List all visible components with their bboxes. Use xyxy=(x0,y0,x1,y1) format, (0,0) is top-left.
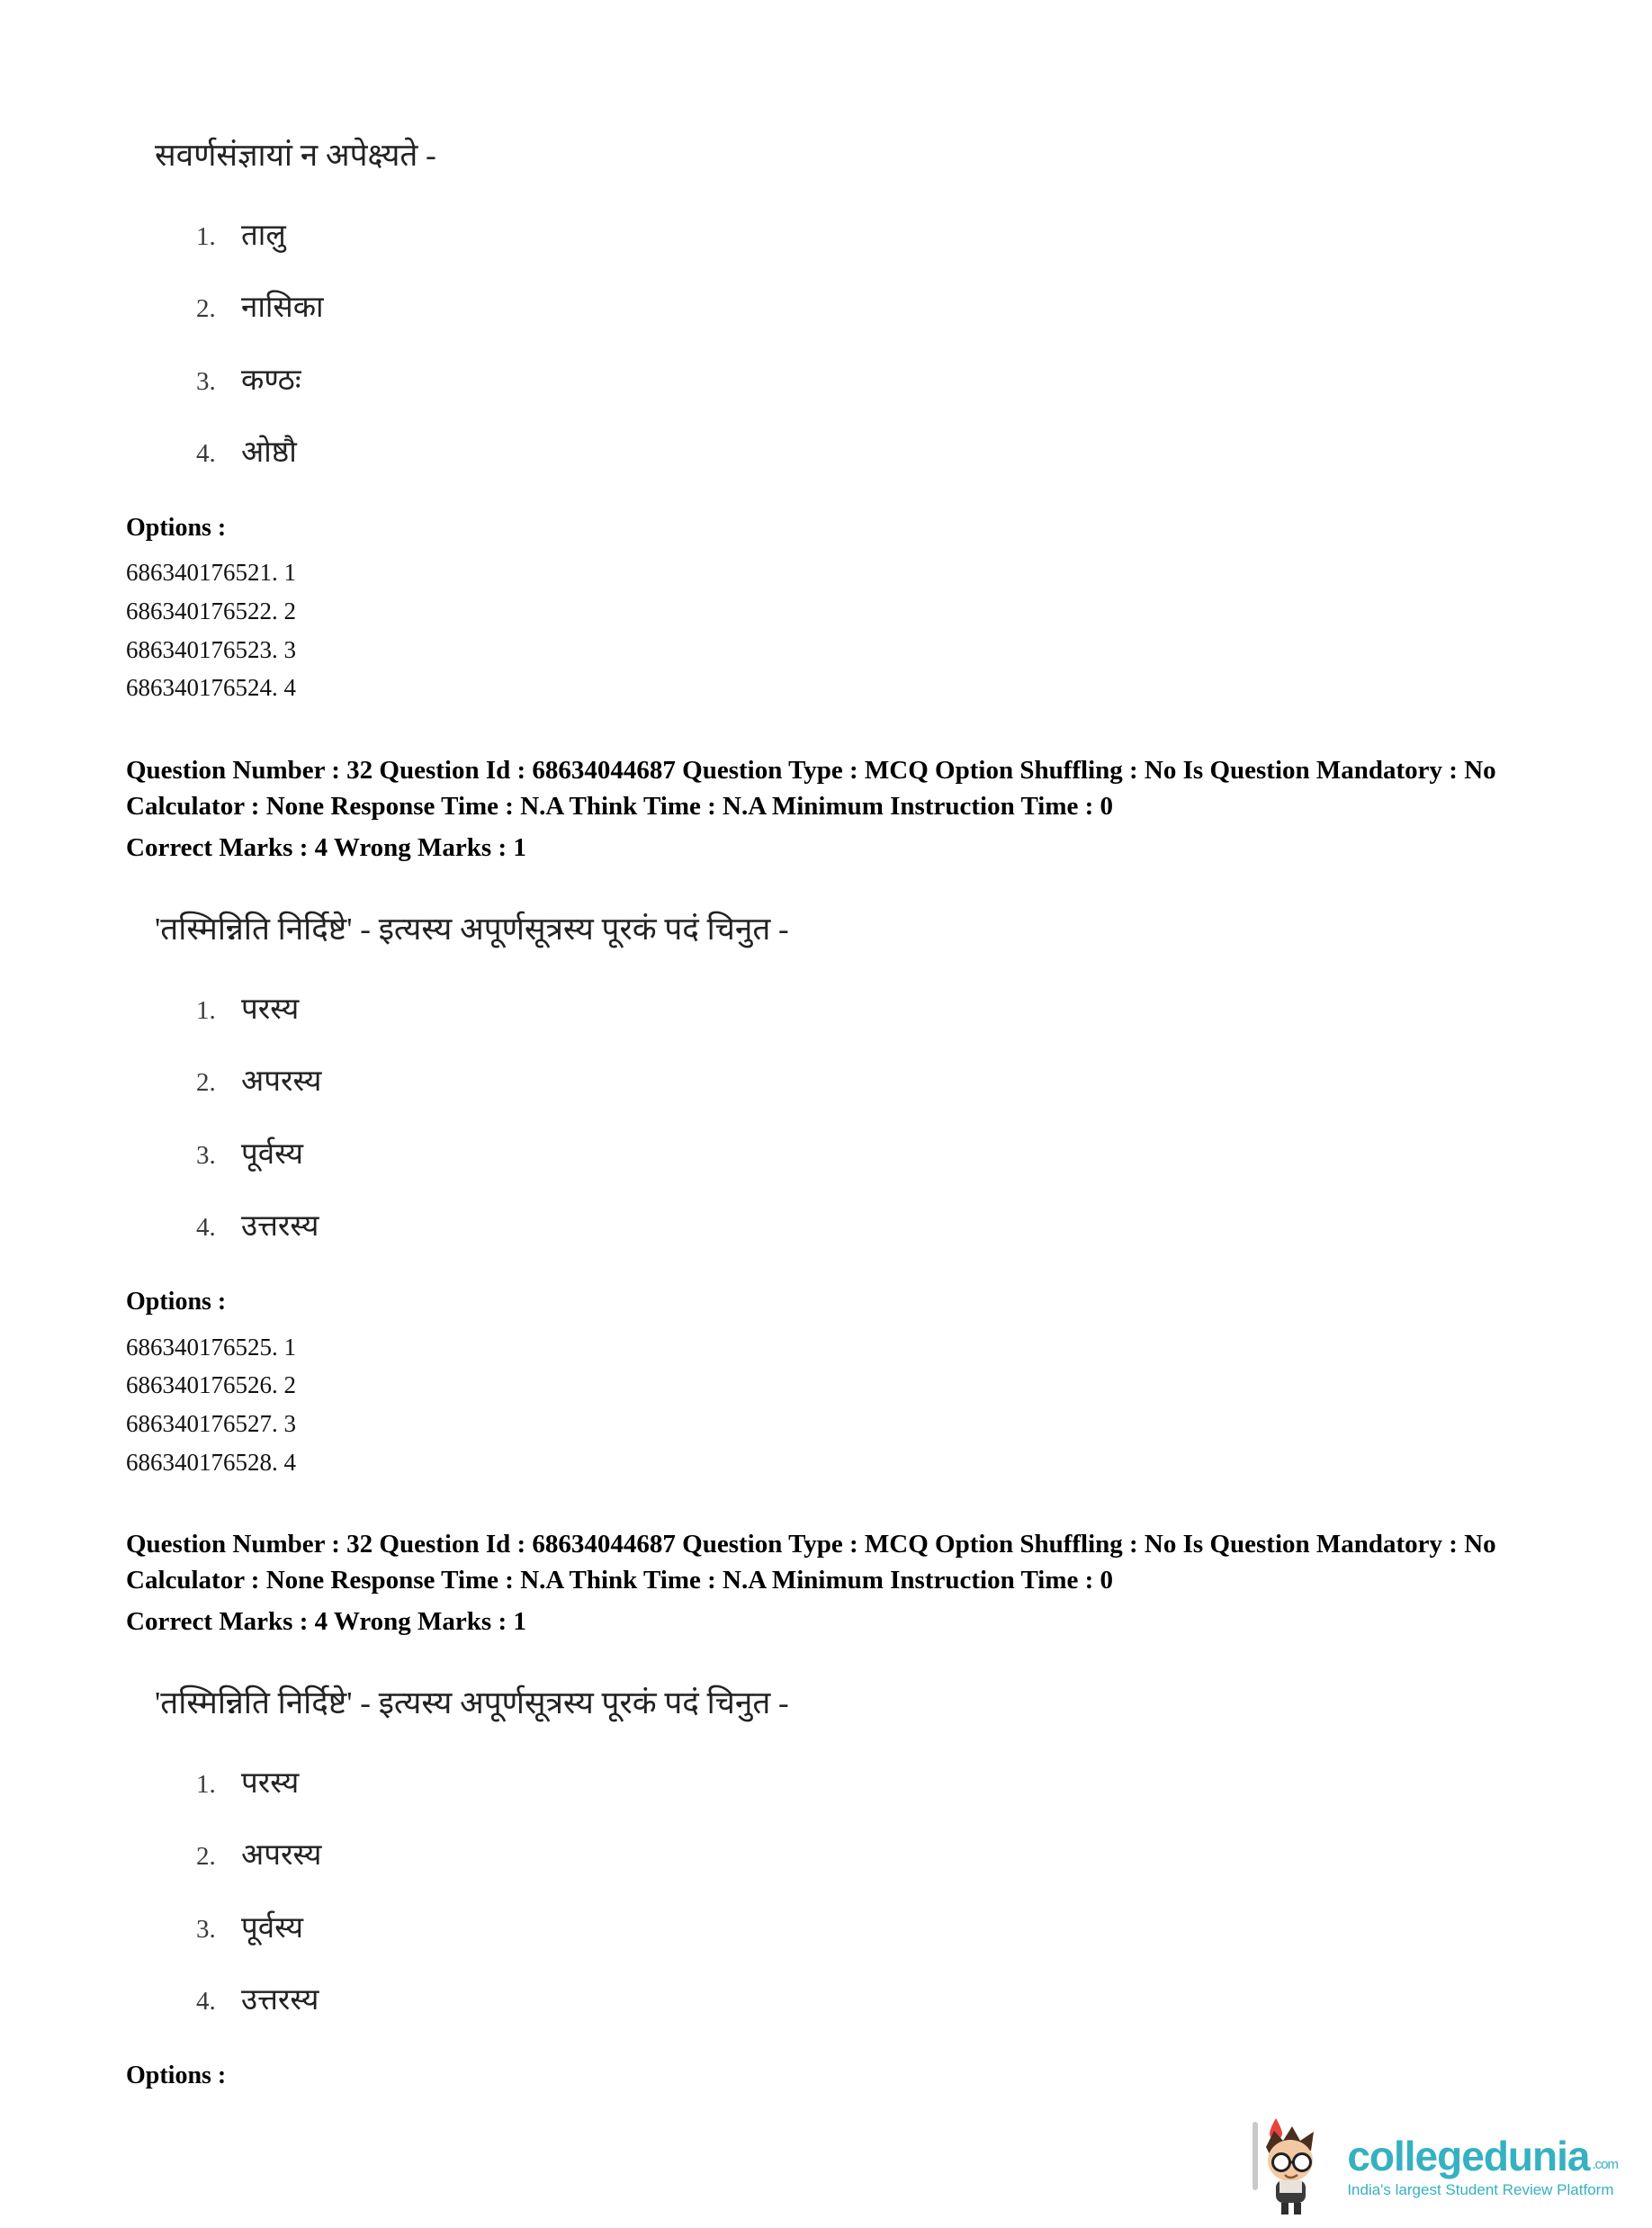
question-block-3 xyxy=(126,1683,1548,2092)
options-heading: Options : xyxy=(126,1287,227,1316)
options-heading: Options : xyxy=(126,2062,227,2089)
question-meta-line: Question Number : 32 Question Id : 68634044687 Question Type : MCQ Option Shuffling : No Is Question Mandatory : No Calculator : None Response Time : N.A Think Time : N.A Minimum Instruction Time : 0 xyxy=(126,756,1496,822)
option-id-line: 686340176522. 2 xyxy=(126,597,296,625)
choice-row xyxy=(196,1981,1548,2021)
question-meta-block-2 xyxy=(126,1526,1548,1640)
choice-text: कण्ठः xyxy=(241,364,301,397)
question-stem: 'तस्मिन्निति निर्दिष्टे' - इत्यस्य अपूर्णसूत्रस्य पूरकं पदं चिनुत - xyxy=(155,912,789,948)
choice-number: 4. xyxy=(196,439,216,469)
choice-text: परस्य xyxy=(241,993,300,1026)
choice-text: अपरस्य xyxy=(241,1065,322,1099)
option-id-line: 686340176528. 4 xyxy=(126,1448,296,1476)
choice-row xyxy=(196,1836,1548,1876)
choice-text: अपरस्य xyxy=(241,1839,322,1873)
choice-text: तालु xyxy=(241,219,286,252)
correct-marks-line: Correct Marks : 4 Wrong Marks : 1 xyxy=(126,833,526,863)
choice-number: 1. xyxy=(196,1769,216,1799)
option-id-line: 686340176521. 1 xyxy=(126,559,296,587)
choice-row xyxy=(196,1764,1548,1804)
choice-row xyxy=(196,1909,1548,1949)
brand-wordmark: collegedunia xyxy=(1347,2132,1590,2179)
choice-number: 3. xyxy=(196,1914,216,1944)
choice-row xyxy=(196,1062,1548,1102)
option-id-line: 686340176523. 3 xyxy=(126,635,296,663)
choice-row xyxy=(196,216,1548,256)
collegedunia-logo[interactable] xyxy=(1248,2118,1618,2215)
choice-row xyxy=(196,1135,1548,1175)
options-heading: Options : xyxy=(126,513,227,542)
question-block-1 xyxy=(126,135,1548,707)
brand-text xyxy=(1347,2134,1618,2199)
option-id-line: 686340176524. 4 xyxy=(126,674,296,702)
choice-number: 2. xyxy=(196,294,216,324)
choice-text: ओष्ठौ xyxy=(241,436,297,470)
question-meta-line: Question Number : 32 Question Id : 68634044687 Question Type : MCQ Option Shuffling : No Is Question Mandatory : No Calculator : None Response Time : N.A Think Time : N.A Minimum Instruction Time : 0 xyxy=(126,1530,1496,1595)
choice-text: नासिका xyxy=(241,292,324,325)
collegedunia-mascot-icon xyxy=(1248,2118,1336,2215)
choice-text: परस्य xyxy=(241,1766,300,1800)
choice-text: पूर्वस्य xyxy=(241,1137,304,1171)
correct-marks-line: Correct Marks : 4 Wrong Marks : 1 xyxy=(126,1607,526,1637)
brand-domain-suffix: .com xyxy=(1592,2157,1618,2173)
choice-text: उत्तरस्य xyxy=(241,1210,319,1244)
choice-number: 4. xyxy=(196,1987,216,2017)
choice-text: उत्तरस्य xyxy=(241,1984,319,2017)
choice-text: पूर्वस्य xyxy=(241,1911,304,1945)
choice-row xyxy=(196,433,1548,473)
option-id-line: 686340176525. 1 xyxy=(126,1333,296,1361)
choice-row xyxy=(196,288,1548,328)
choice-number: 4. xyxy=(196,1213,216,1243)
choice-number: 1. xyxy=(196,221,216,251)
choice-number: 3. xyxy=(196,366,216,396)
brand-tagline: India's largest Student Review Platform xyxy=(1347,2181,1614,2199)
choice-number: 2. xyxy=(196,1068,216,1098)
choice-row xyxy=(196,361,1548,401)
question-stem: 'तस्मिन्निति निर्दिष्टे' - इत्यस्य अपूर्णसूत्रस्य पूरकं पदं चिनुत - xyxy=(155,1685,789,1721)
option-id-line: 686340176527. 3 xyxy=(126,1409,296,1437)
choice-row xyxy=(196,990,1548,1030)
choice-number: 2. xyxy=(196,1842,216,1872)
choice-row xyxy=(196,1207,1548,1247)
question-meta-block-1 xyxy=(126,752,1548,866)
choice-number: 1. xyxy=(196,995,216,1025)
choice-number: 3. xyxy=(196,1140,216,1170)
option-id-line: 686340176526. 2 xyxy=(126,1371,296,1399)
brand-name xyxy=(1347,2134,1618,2178)
question-stem: सवर्णसंज्ञायां न अपेक्ष्यते - xyxy=(155,138,436,173)
question-block-2 xyxy=(126,909,1548,1481)
